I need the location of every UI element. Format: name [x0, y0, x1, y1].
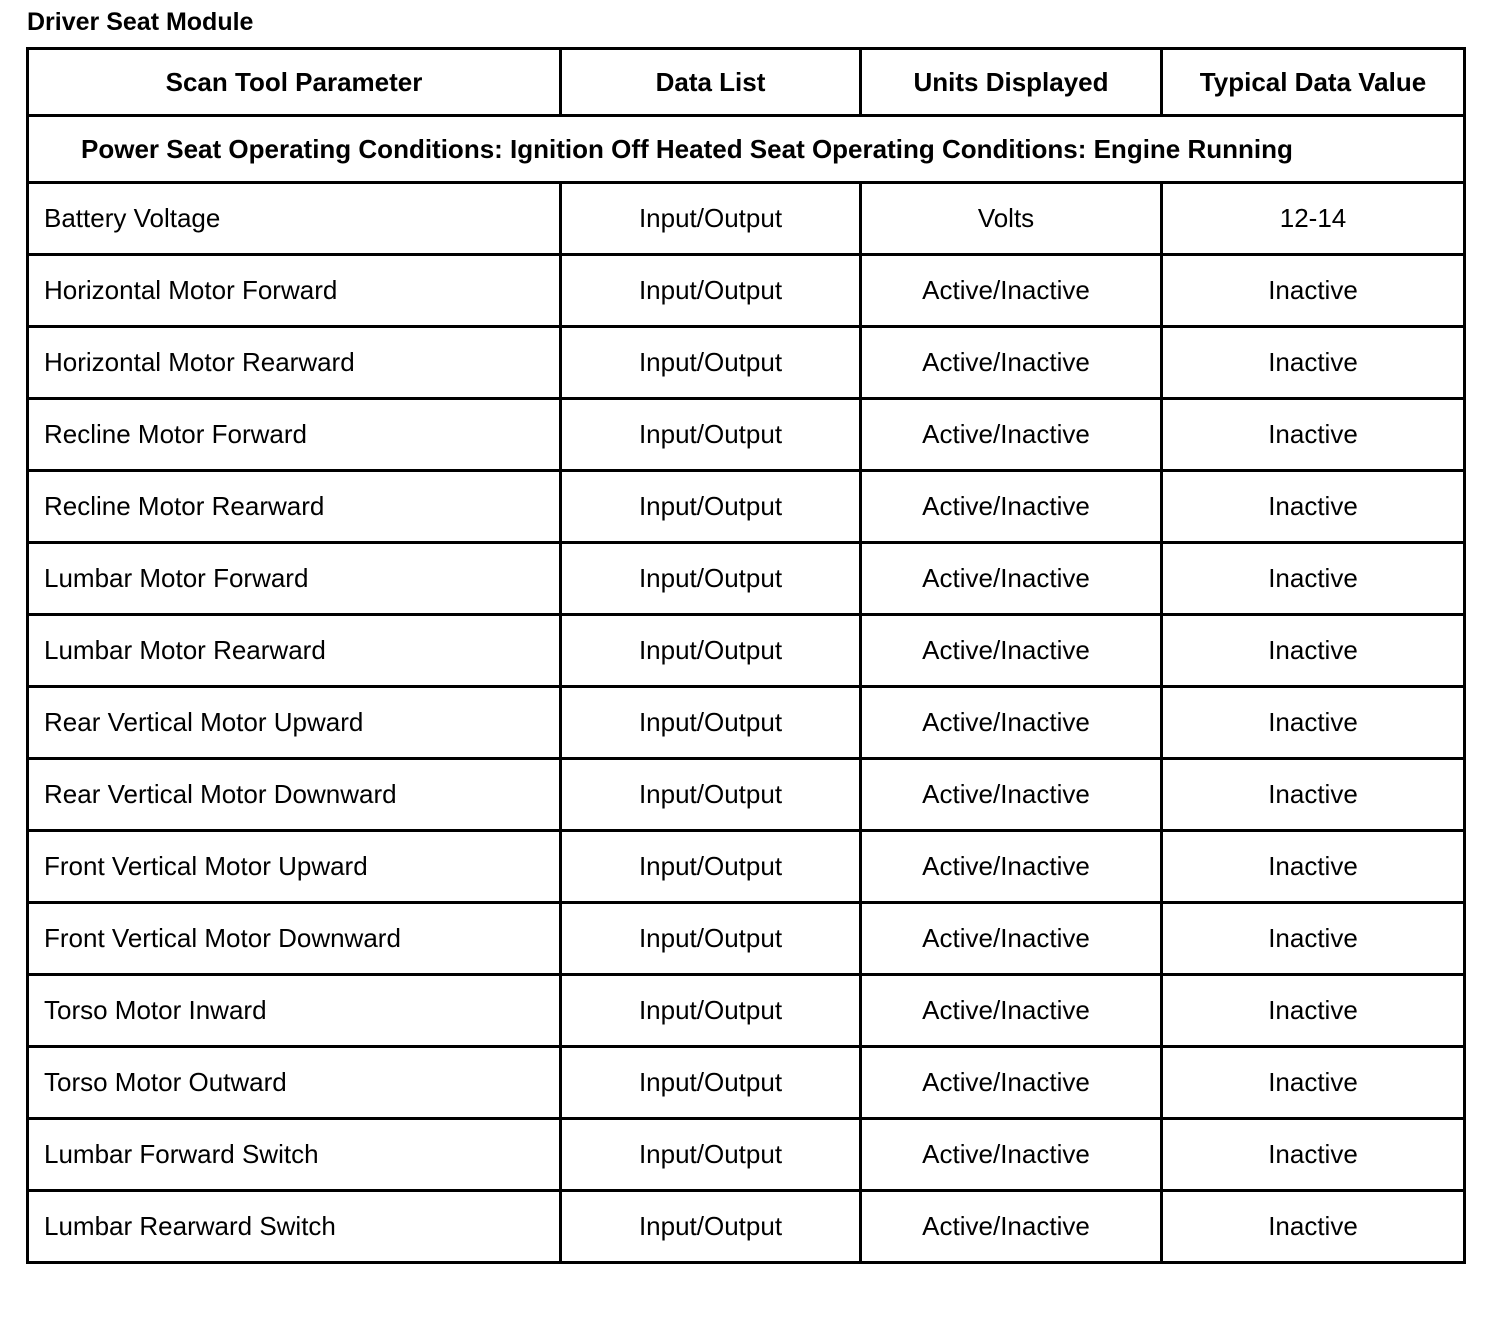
cell-data-list: Input/Output: [561, 543, 861, 615]
cell-units-displayed: Active/Inactive: [861, 831, 1162, 903]
cell-data-list: Input/Output: [561, 1191, 861, 1263]
document-title: Driver Seat Module: [27, 8, 254, 36]
cell-scan-tool-parameter: Torso Motor Outward: [28, 1047, 561, 1119]
cell-data-list: Input/Output: [561, 183, 861, 255]
cell-scan-tool-parameter: Battery Voltage: [28, 183, 561, 255]
cell-typical-data-value: Inactive: [1162, 687, 1465, 759]
table-row: [28, 471, 1465, 543]
cell-typical-data-value: Inactive: [1162, 255, 1465, 327]
operating-conditions: Power Seat Operating Conditions: Ignition Off Heated Seat Operating Conditions: Engine Running: [28, 116, 1465, 183]
table-row: [28, 975, 1465, 1047]
cell-units-displayed: Active/Inactive: [861, 1047, 1162, 1119]
cell-units-displayed: Active/Inactive: [861, 1191, 1162, 1263]
cell-scan-tool-parameter: Lumbar Motor Forward: [28, 543, 561, 615]
header-units-displayed: Units Displayed: [861, 49, 1162, 116]
cell-scan-tool-parameter: Recline Motor Rearward: [28, 471, 561, 543]
cell-units-displayed: Volts: [861, 183, 1162, 255]
cell-units-displayed: Active/Inactive: [861, 1119, 1162, 1191]
table-row: [28, 687, 1465, 759]
cell-typical-data-value: Inactive: [1162, 1047, 1465, 1119]
table-row: [28, 255, 1465, 327]
header-typical-data-value: Typical Data Value: [1162, 49, 1465, 116]
cell-typical-data-value: Inactive: [1162, 471, 1465, 543]
cell-scan-tool-parameter: Recline Motor Forward: [28, 399, 561, 471]
cell-units-displayed: Active/Inactive: [861, 615, 1162, 687]
cell-scan-tool-parameter: Lumbar Rearward Switch: [28, 1191, 561, 1263]
cell-typical-data-value: Inactive: [1162, 831, 1465, 903]
cell-typical-data-value: Inactive: [1162, 903, 1465, 975]
cell-data-list: Input/Output: [561, 327, 861, 399]
header-data-list: Data List: [561, 49, 861, 116]
table-row: [28, 1119, 1465, 1191]
cell-data-list: Input/Output: [561, 255, 861, 327]
cell-data-list: Input/Output: [561, 759, 861, 831]
cell-units-displayed: Active/Inactive: [861, 687, 1162, 759]
table-row: [28, 615, 1465, 687]
table-row: [28, 399, 1465, 471]
cell-scan-tool-parameter: Horizontal Motor Rearward: [28, 327, 561, 399]
cell-units-displayed: Active/Inactive: [861, 903, 1162, 975]
cell-typical-data-value: Inactive: [1162, 759, 1465, 831]
cell-data-list: Input/Output: [561, 399, 861, 471]
cell-typical-data-value: Inactive: [1162, 327, 1465, 399]
cell-data-list: Input/Output: [561, 471, 861, 543]
cell-scan-tool-parameter: Torso Motor Inward: [28, 975, 561, 1047]
table-row: [28, 759, 1465, 831]
cell-typical-data-value: Inactive: [1162, 543, 1465, 615]
cell-typical-data-value: Inactive: [1162, 615, 1465, 687]
cell-typical-data-value: 12-14: [1162, 183, 1465, 255]
cell-data-list: Input/Output: [561, 903, 861, 975]
cell-typical-data-value: Inactive: [1162, 1191, 1465, 1263]
cell-data-list: Input/Output: [561, 975, 861, 1047]
cell-typical-data-value: Inactive: [1162, 399, 1465, 471]
cell-data-list: Input/Output: [561, 831, 861, 903]
cell-units-displayed: Active/Inactive: [861, 759, 1162, 831]
cell-scan-tool-parameter: Rear Vertical Motor Upward: [28, 687, 561, 759]
cell-units-displayed: Active/Inactive: [861, 543, 1162, 615]
table-row: [28, 183, 1465, 255]
cell-units-displayed: Active/Inactive: [861, 327, 1162, 399]
cell-data-list: Input/Output: [561, 1119, 861, 1191]
cell-data-list: Input/Output: [561, 615, 861, 687]
header-scan-tool-parameter: Scan Tool Parameter: [28, 49, 561, 116]
cell-scan-tool-parameter: Horizontal Motor Forward: [28, 255, 561, 327]
cell-scan-tool-parameter: Front Vertical Motor Upward: [28, 831, 561, 903]
table-body: [28, 116, 1465, 1263]
table-row: [28, 831, 1465, 903]
cell-units-displayed: Active/Inactive: [861, 975, 1162, 1047]
cell-typical-data-value: Inactive: [1162, 1119, 1465, 1191]
cell-scan-tool-parameter: Lumbar Forward Switch: [28, 1119, 561, 1191]
table-row: [28, 903, 1465, 975]
operating-conditions-row: [28, 116, 1465, 183]
cell-typical-data-value: Inactive: [1162, 975, 1465, 1047]
table-row: [28, 327, 1465, 399]
cell-units-displayed: Active/Inactive: [861, 255, 1162, 327]
cell-scan-tool-parameter: Lumbar Motor Rearward: [28, 615, 561, 687]
scan-tool-data-table: [26, 47, 1466, 1264]
table-row: [28, 543, 1465, 615]
table-row: [28, 1191, 1465, 1263]
table-header-row: [28, 49, 1465, 116]
cell-scan-tool-parameter: Front Vertical Motor Downward: [28, 903, 561, 975]
cell-data-list: Input/Output: [561, 687, 861, 759]
cell-data-list: Input/Output: [561, 1047, 861, 1119]
cell-scan-tool-parameter: Rear Vertical Motor Downward: [28, 759, 561, 831]
cell-units-displayed: Active/Inactive: [861, 471, 1162, 543]
table-row: [28, 1047, 1465, 1119]
cell-units-displayed: Active/Inactive: [861, 399, 1162, 471]
